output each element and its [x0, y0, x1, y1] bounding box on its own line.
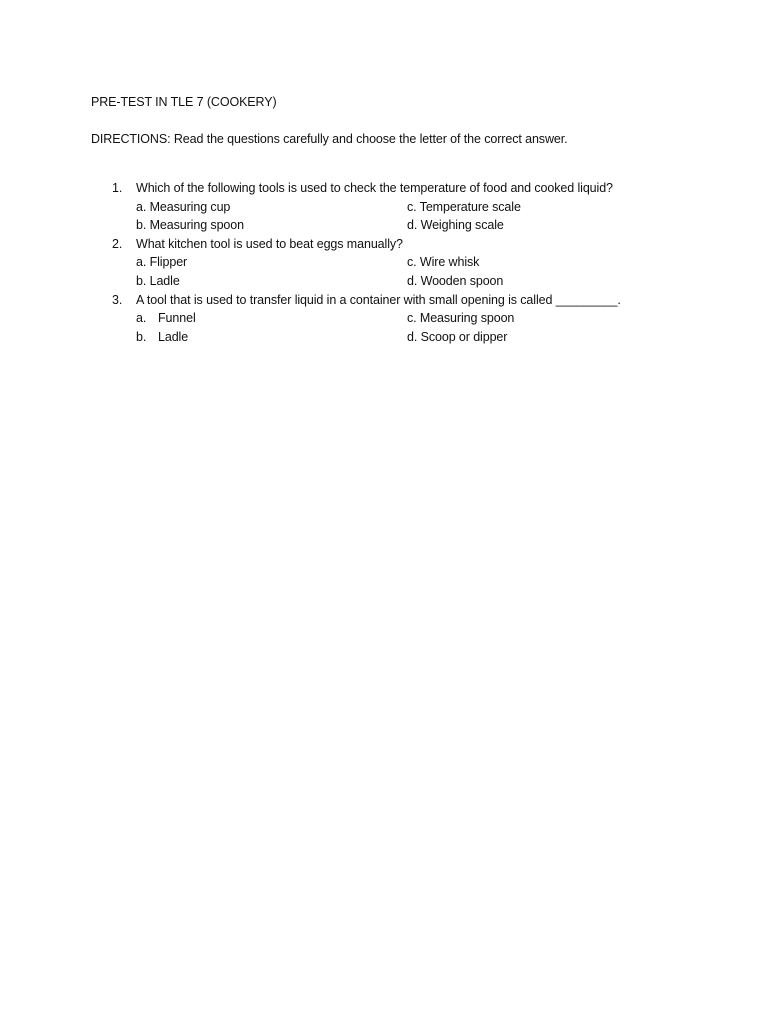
directions-text: Read the questions carefully and choose the letter of the correct answer. — [170, 132, 568, 146]
choice-letter: a. — [136, 311, 147, 326]
choice-a: a. Flipper — [136, 255, 188, 270]
question-text: What kitchen tool is used to beat eggs manually? — [136, 236, 403, 251]
question-text: A tool that is used to transfer liquid in a container with small opening is called _________. — [136, 292, 621, 307]
choice-text: Ladle — [158, 329, 189, 344]
question-number: 1. — [112, 181, 123, 195]
question-1-choices-row-2 — [0, 216, 768, 235]
choice-d: d. Scoop or dipper — [407, 329, 508, 344]
question-2-choices-row-2 — [0, 272, 768, 291]
question-3 — [0, 291, 768, 310]
question-1-choices-row-1 — [0, 198, 768, 217]
choice-d: d. Wooden spoon — [407, 273, 504, 288]
choice-a — [136, 309, 196, 328]
question-number: 3. — [112, 292, 123, 307]
question-3-choices-row-2 — [0, 328, 768, 347]
question-2 — [0, 235, 768, 254]
question-list — [0, 179, 768, 346]
directions-label: DIRECTIONS: — [91, 132, 171, 146]
choice-text: Funnel — [158, 311, 196, 326]
choice-b: b. Measuring spoon — [136, 218, 244, 233]
choice-b — [136, 328, 188, 347]
choice-c: c. Measuring spoon — [407, 311, 515, 326]
choice-d: d. Weighing scale — [407, 218, 504, 233]
choice-a: a. Measuring cup — [136, 199, 231, 214]
directions — [91, 132, 567, 146]
question-1 — [0, 179, 768, 198]
question-2-choices-row-1 — [0, 253, 768, 272]
choice-b: b. Ladle — [136, 273, 180, 288]
question-text: Which of the following tools is used to check the temperature of food and cooked liquid? — [136, 181, 613, 195]
question-3-choices-row-1 — [0, 309, 768, 328]
question-number: 2. — [112, 236, 123, 251]
choice-c: c. Temperature scale — [407, 199, 521, 214]
choice-c: c. Wire whisk — [407, 255, 480, 270]
choice-letter: b. — [136, 329, 147, 344]
document-title: PRE-TEST IN TLE 7 (COOKERY) — [91, 95, 277, 109]
